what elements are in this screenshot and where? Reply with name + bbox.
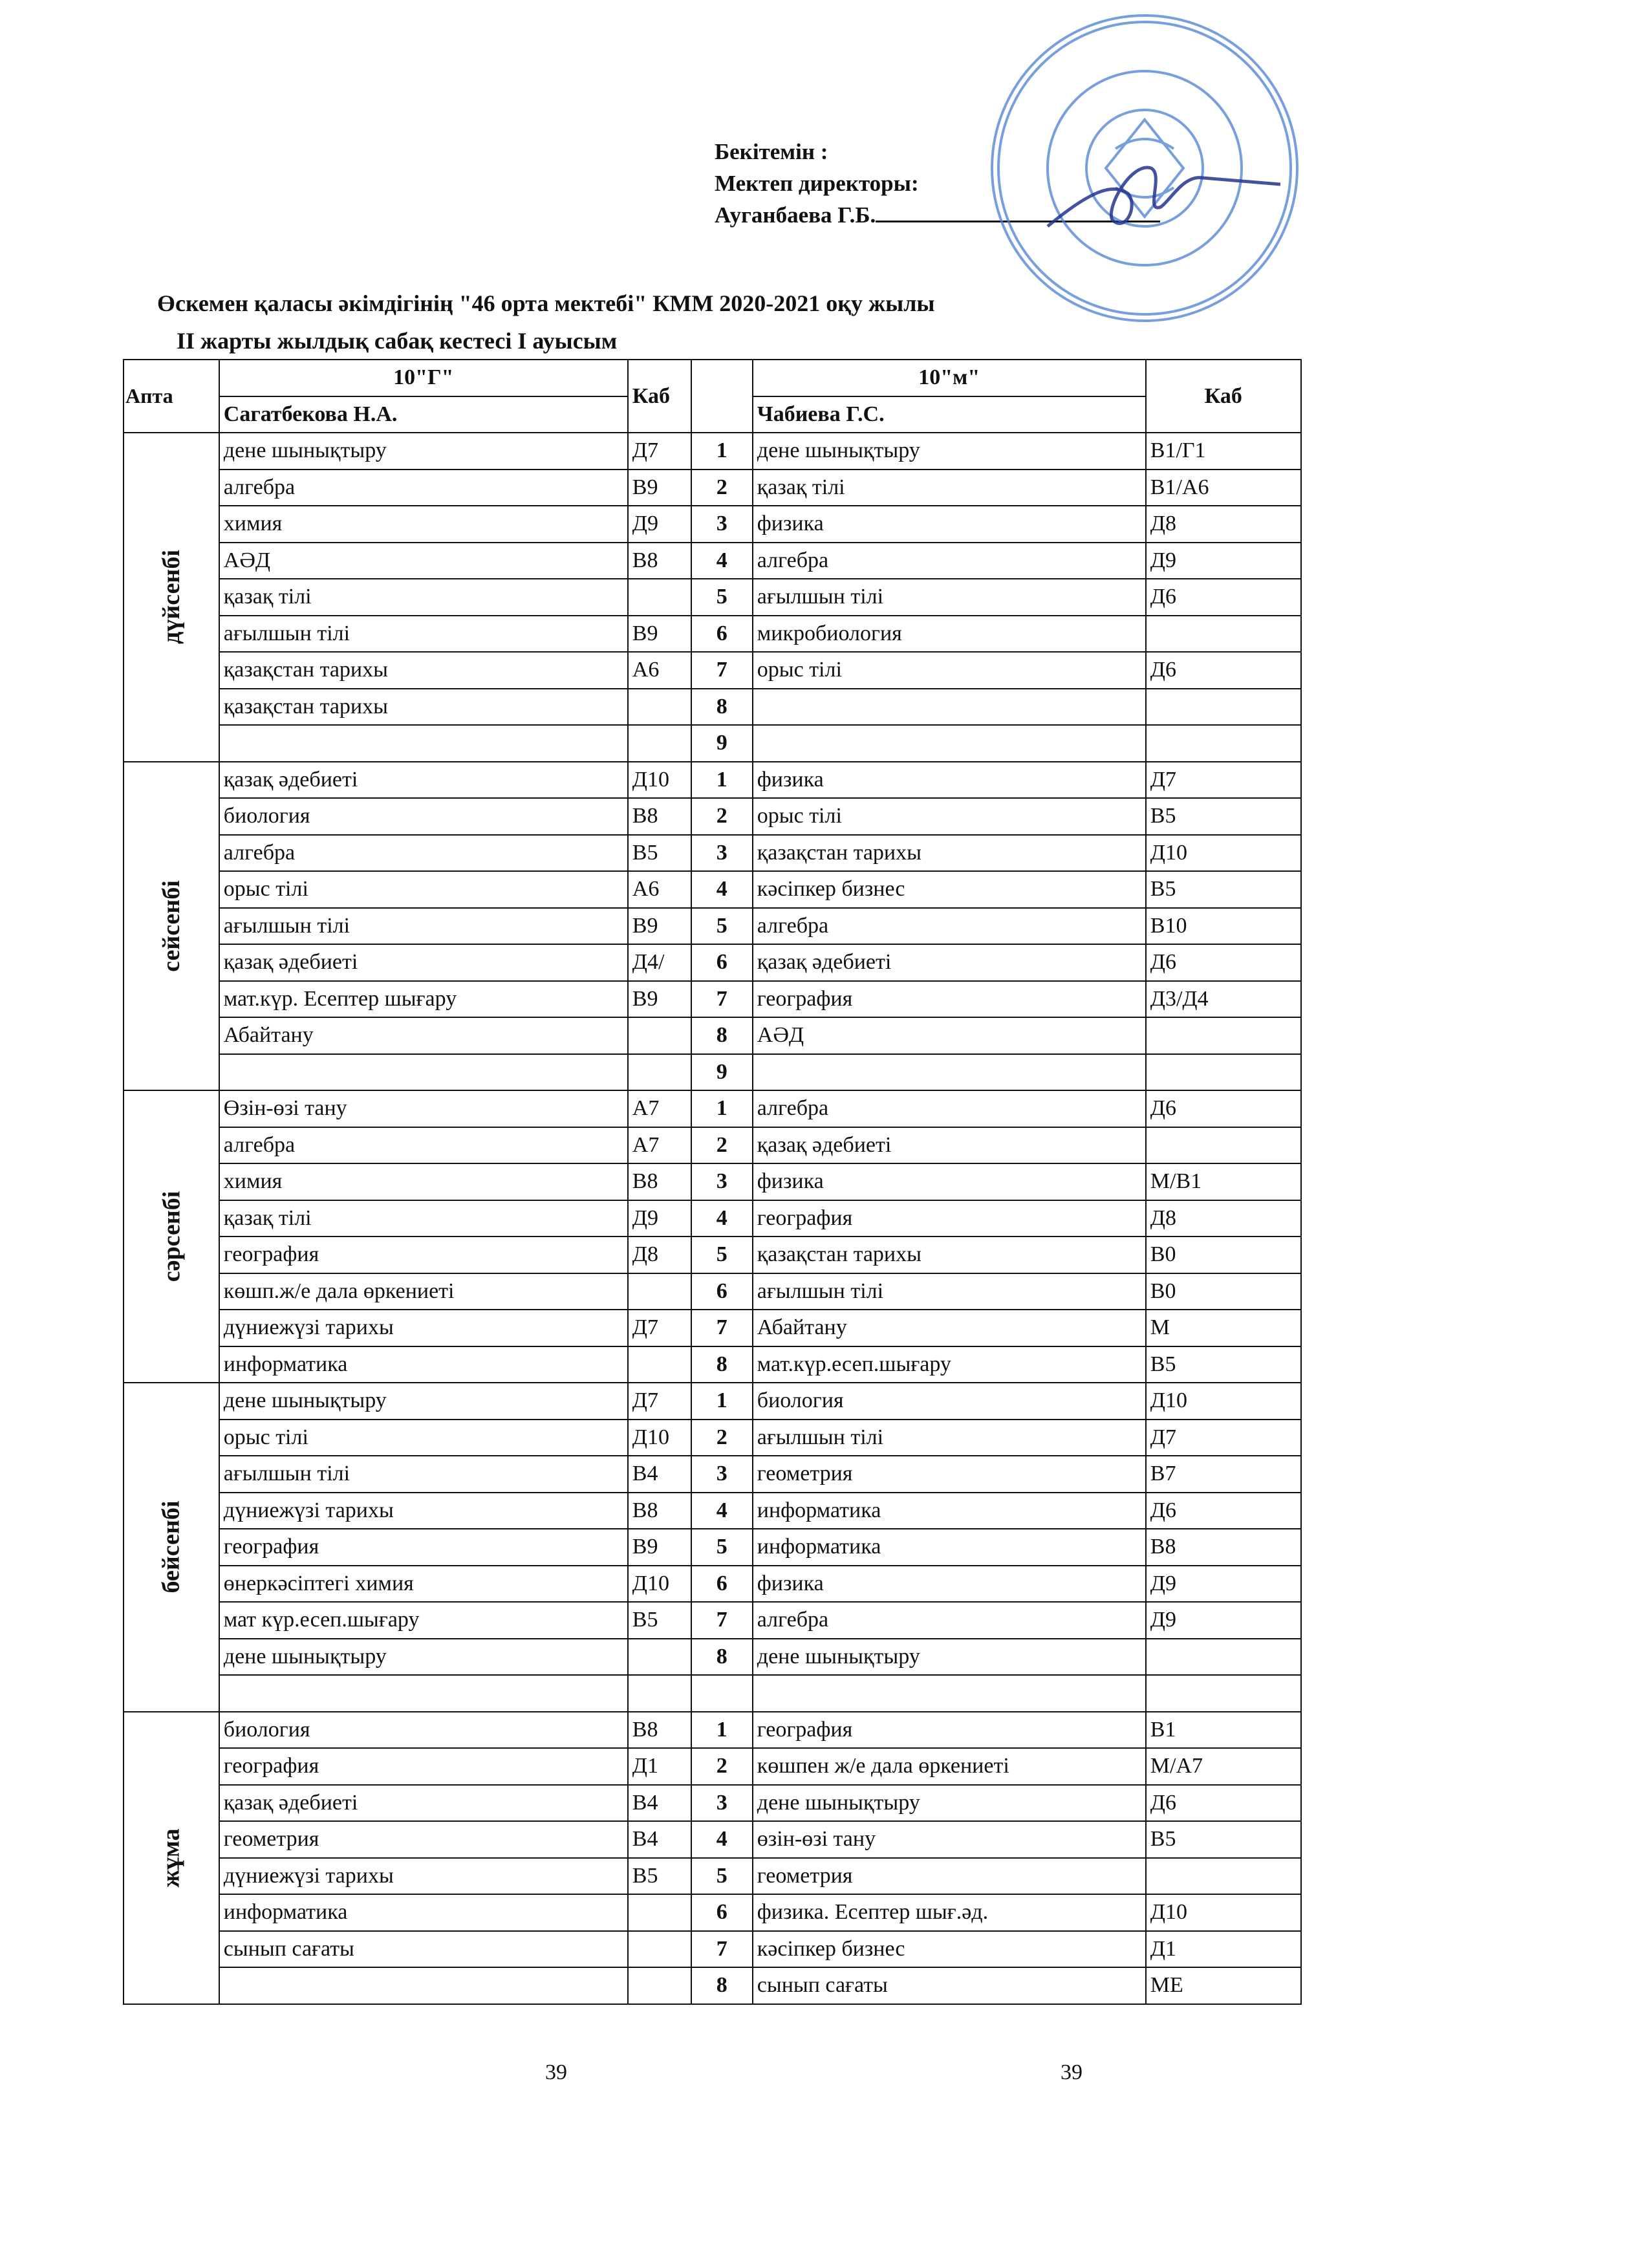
room-class-2: Д9 [1146, 543, 1301, 579]
lesson-number: 8 [691, 689, 753, 726]
day-label [124, 433, 219, 762]
subject-class-2: өзін-өзі тану [753, 1821, 1146, 1858]
subject-class-1: орыс тілі [219, 1420, 628, 1456]
subject-class-1: мат.күр. Есептер шығару [219, 981, 628, 1018]
subject-class-2 [753, 1054, 1146, 1091]
subject-class-1: орыс тілі [219, 871, 628, 908]
subject-class-2: орыс тілі [753, 652, 1146, 689]
subject-class-1 [219, 1054, 628, 1091]
room-class-2 [1146, 616, 1301, 653]
schedule-row [124, 798, 1301, 835]
subject-class-1: қазақ әдебиеті [219, 944, 628, 981]
room-class-2 [1146, 1639, 1301, 1676]
subject-class-2: геометрия [753, 1456, 1146, 1493]
subject-class-1: өнеркәсіптегі химия [219, 1566, 628, 1603]
schedule-row [124, 1785, 1301, 1822]
subject-class-2: биология [753, 1383, 1146, 1420]
subject-class-1: информатика [219, 1346, 628, 1383]
lesson-number: 4 [691, 543, 753, 579]
day-label [124, 1090, 219, 1383]
room-class-1: В4 [628, 1785, 691, 1822]
schedule-title: Өскемен қаласы әкімдігінің "46 орта мектебі" КММ 2020-2021 оқу жылы [157, 290, 935, 316]
room-class-1 [628, 1273, 691, 1310]
schedule-row [124, 1712, 1301, 1749]
lesson-number: 3 [691, 1785, 753, 1822]
teacher-1-header: Сагатбекова Н.А. [219, 396, 628, 433]
schedule-row [124, 1420, 1301, 1456]
lesson-number: 8 [691, 1346, 753, 1383]
schedule-row [124, 652, 1301, 689]
room-class-2: МЕ [1146, 1967, 1301, 2004]
total-hours-class-1: 39 [545, 2060, 567, 2084]
schedule-row [124, 1821, 1301, 1858]
schedule-row [124, 944, 1301, 981]
subject-class-1: дене шынықтыру [219, 433, 628, 470]
lesson-number: 2 [691, 798, 753, 835]
subject-class-1: дене шынықтыру [219, 1383, 628, 1420]
room-class-2: Д10 [1146, 1894, 1301, 1931]
schedule-row [124, 1127, 1301, 1164]
room-class-1: В8 [628, 543, 691, 579]
room-class-2 [1146, 1017, 1301, 1054]
approval-line-2: Мектеп директоры: [715, 171, 919, 196]
room-class-1: А7 [628, 1127, 691, 1164]
schedule-row [124, 1639, 1301, 1676]
room-class-1: В9 [628, 616, 691, 653]
subject-class-1: алгебра [219, 835, 628, 872]
lesson-number: 3 [691, 1456, 753, 1493]
subject-class-2: дене шынықтыру [753, 1639, 1146, 1676]
schedule-row [124, 689, 1301, 726]
subject-class-1: химия [219, 1163, 628, 1200]
schedule-row [124, 1054, 1301, 1091]
subject-class-2: қазақстан тарихы [753, 835, 1146, 872]
school-seal-stamp [976, 0, 1313, 336]
schedule-row [124, 1931, 1301, 1968]
room-class-2: В5 [1146, 798, 1301, 835]
schedule-row [124, 1967, 1301, 2004]
lesson-number: 9 [691, 1054, 753, 1091]
room-class-2: Д9 [1146, 1602, 1301, 1639]
lesson-number: 2 [691, 470, 753, 506]
room-class-2: Д3/Д4 [1146, 981, 1301, 1018]
director-name: Ауганбаева Г.Б. [715, 202, 876, 228]
schedule-row [124, 1675, 1301, 1712]
lesson-number: 1 [691, 1383, 753, 1420]
room-class-2: Д8 [1146, 1200, 1301, 1237]
schedule-row [124, 1493, 1301, 1529]
room-class-1 [628, 725, 691, 762]
subject-class-2: сынып сағаты [753, 1967, 1146, 2004]
day-label [124, 1712, 219, 2004]
room-class-2: Д7 [1146, 762, 1301, 799]
room-class-2: Д7 [1146, 1420, 1301, 1456]
subject-class-1: дене шынықтыру [219, 1639, 628, 1676]
room-class-2: М [1146, 1310, 1301, 1346]
schedule-row [124, 1383, 1301, 1420]
subject-class-2: алгебра [753, 1090, 1146, 1127]
schedule-row [124, 1748, 1301, 1785]
lesson-number: 2 [691, 1748, 753, 1785]
room-class-1: Д8 [628, 1237, 691, 1273]
room-class-1: Д9 [628, 506, 691, 543]
schedule-row [124, 835, 1301, 872]
subject-class-1: биология [219, 798, 628, 835]
room-class-2: М/А7 [1146, 1748, 1301, 1785]
subject-class-2: дене шынықтыру [753, 1785, 1146, 1822]
subject-class-2: кәсіпкер бизнес [753, 1931, 1146, 1968]
schedule-row [124, 1566, 1301, 1603]
schedule-row [124, 725, 1301, 762]
schedule-subtitle: II жарты жылдық сабақ кестесі I ауысым [177, 328, 618, 354]
schedule-row [124, 1456, 1301, 1493]
room-class-2: В7 [1146, 1456, 1301, 1493]
subject-class-1: геометрия [219, 1821, 628, 1858]
subject-class-1: дүниежүзі тарихы [219, 1493, 628, 1529]
room-class-1: Д7 [628, 1383, 691, 1420]
lesson-number: 5 [691, 579, 753, 616]
room-class-1: В4 [628, 1821, 691, 1858]
lesson-number: 6 [691, 1273, 753, 1310]
room-class-2 [1146, 1675, 1301, 1712]
subject-class-1: қазақ әдебиеті [219, 1785, 628, 1822]
subject-class-2: физика. Есептер шығ.әд. [753, 1894, 1146, 1931]
room-class-1: В5 [628, 1602, 691, 1639]
subject-class-1: алгебра [219, 470, 628, 506]
room-class-1: Д7 [628, 433, 691, 470]
subject-class-2: дене шынықтыру [753, 433, 1146, 470]
lesson-number: 8 [691, 1639, 753, 1676]
subject-class-1: Өзін-өзі тану [219, 1090, 628, 1127]
lesson-number: 3 [691, 506, 753, 543]
room-class-1: Д1 [628, 1748, 691, 1785]
room-class-1 [628, 1931, 691, 1968]
room-class-2: Д6 [1146, 652, 1301, 689]
schedule-row [124, 1237, 1301, 1273]
room-class-1: Д7 [628, 1310, 691, 1346]
day-name: бейсенбі [157, 1500, 185, 1593]
room-class-2: В10 [1146, 908, 1301, 945]
room-class-1: В8 [628, 1712, 691, 1749]
subject-class-2: география [753, 981, 1146, 1018]
lesson-number: 6 [691, 616, 753, 653]
subject-class-2: ағылшын тілі [753, 1273, 1146, 1310]
room-class-1: Д9 [628, 1200, 691, 1237]
room-class-2: В5 [1146, 871, 1301, 908]
room-class-2: Д1 [1146, 1931, 1301, 1968]
subject-class-2: АӘД [753, 1017, 1146, 1054]
subject-class-2: информатика [753, 1529, 1146, 1566]
lesson-number: 7 [691, 1602, 753, 1639]
subject-class-1 [219, 1967, 628, 2004]
schedule-row [124, 1858, 1301, 1895]
room-class-1: А6 [628, 652, 691, 689]
room-class-1: В9 [628, 1529, 691, 1566]
room-class-1 [628, 1639, 691, 1676]
lesson-number: 9 [691, 725, 753, 762]
subject-class-2: физика [753, 762, 1146, 799]
lesson-number: 1 [691, 1712, 753, 1749]
room-class-1: А6 [628, 871, 691, 908]
lesson-number: 4 [691, 1493, 753, 1529]
subject-class-2: қазақстан тарихы [753, 1237, 1146, 1273]
room-class-1 [628, 579, 691, 616]
room-class-1: Д10 [628, 762, 691, 799]
day-label [124, 762, 219, 1091]
lesson-number: 5 [691, 908, 753, 945]
subject-class-2: физика [753, 1566, 1146, 1603]
room-class-2: В0 [1146, 1273, 1301, 1310]
room-class-1: В4 [628, 1456, 691, 1493]
room-class-1 [628, 689, 691, 726]
subject-class-2: информатика [753, 1493, 1146, 1529]
day-name: сәрсенбі [157, 1191, 185, 1282]
lesson-number: 5 [691, 1858, 753, 1895]
schedule-row [124, 1894, 1301, 1931]
subject-class-2: қазақ әдебиеті [753, 1127, 1146, 1164]
schedule-row [124, 616, 1301, 653]
lesson-number: 6 [691, 1566, 753, 1603]
subject-class-2: Абайтану [753, 1310, 1146, 1346]
day-name: жұма [157, 1828, 185, 1888]
lesson-number: 7 [691, 1310, 753, 1346]
room-class-1 [628, 1017, 691, 1054]
subject-class-1: қазақстан тарихы [219, 689, 628, 726]
lesson-number: 2 [691, 1127, 753, 1164]
subject-class-2: қазақ әдебиеті [753, 944, 1146, 981]
subject-class-2: ағылшын тілі [753, 1420, 1146, 1456]
week-header: Апта [124, 360, 219, 433]
schedule-row [124, 1602, 1301, 1639]
room-class-2: В1/А6 [1146, 470, 1301, 506]
subject-class-1: АӘД [219, 543, 628, 579]
room-class-2 [1146, 1054, 1301, 1091]
room-class-1: В8 [628, 798, 691, 835]
lesson-number: 3 [691, 835, 753, 872]
approval-line-1: Бекітемін : [715, 139, 828, 164]
room-class-1: В9 [628, 470, 691, 506]
subject-class-2 [753, 1675, 1146, 1712]
teacher-2-header: Чабиева Г.С. [753, 396, 1146, 433]
lesson-number: 4 [691, 871, 753, 908]
subject-class-1: химия [219, 506, 628, 543]
room-class-2: М/В1 [1146, 1163, 1301, 1200]
subject-class-2: география [753, 1200, 1146, 1237]
schedule-row [124, 579, 1301, 616]
lesson-number: 3 [691, 1163, 753, 1200]
lesson-number: 7 [691, 652, 753, 689]
schedule-row [124, 762, 1301, 799]
room-class-1 [628, 1675, 691, 1712]
room-class-1: А7 [628, 1090, 691, 1127]
lesson-number: 1 [691, 433, 753, 470]
subject-class-1: Абайтану [219, 1017, 628, 1054]
subject-class-1 [219, 725, 628, 762]
subject-class-1: география [219, 1237, 628, 1273]
room-class-1 [628, 1054, 691, 1091]
lesson-number: 7 [691, 1931, 753, 1968]
class-1-header: 10"Г" [219, 360, 628, 396]
subject-class-2: география [753, 1712, 1146, 1749]
number-header [691, 360, 753, 433]
lesson-number: 2 [691, 1420, 753, 1456]
subject-class-1: сынып сағаты [219, 1931, 628, 1968]
schedule-row [124, 1163, 1301, 1200]
subject-class-2: физика [753, 506, 1146, 543]
room-class-2: В8 [1146, 1529, 1301, 1566]
subject-class-2: микробиология [753, 616, 1146, 653]
subject-class-1: көшп.ж/е дала өркениеті [219, 1273, 628, 1310]
subject-class-1: қазақстан тарихы [219, 652, 628, 689]
subject-class-1: география [219, 1748, 628, 1785]
subject-class-1: география [219, 1529, 628, 1566]
room-class-2: В5 [1146, 1821, 1301, 1858]
schedule-row [124, 1090, 1301, 1127]
room-class-2 [1146, 689, 1301, 726]
room-class-2: Д9 [1146, 1566, 1301, 1603]
subject-class-2 [753, 725, 1146, 762]
room-class-2 [1146, 1858, 1301, 1895]
day-label [124, 1383, 219, 1712]
subject-class-2: мат.күр.есеп.шығару [753, 1346, 1146, 1383]
subject-class-1 [219, 1675, 628, 1712]
room-class-1: Д10 [628, 1420, 691, 1456]
subject-class-2: геометрия [753, 1858, 1146, 1895]
room-class-2: Д6 [1146, 1785, 1301, 1822]
lesson-number: 8 [691, 1017, 753, 1054]
lesson-number: 1 [691, 762, 753, 799]
subject-class-2: алгебра [753, 1602, 1146, 1639]
subject-class-1: биология [219, 1712, 628, 1749]
schedule-row [124, 1346, 1301, 1383]
schedule-row [124, 1273, 1301, 1310]
subject-class-1: ағылшын тілі [219, 616, 628, 653]
lesson-number: 6 [691, 1894, 753, 1931]
room-class-2: Д10 [1146, 1383, 1301, 1420]
total-hours-class-2: 39 [1061, 2060, 1083, 2084]
subject-class-1: қазақ тілі [219, 579, 628, 616]
room-class-2: Д8 [1146, 506, 1301, 543]
room-class-1: Д4/ [628, 944, 691, 981]
schedule-row [124, 1310, 1301, 1346]
schedule-row [124, 1200, 1301, 1237]
subject-class-1: алгебра [219, 1127, 628, 1164]
room-class-2: В1/Г1 [1146, 433, 1301, 470]
schedule-row [124, 543, 1301, 579]
schedule-row [124, 981, 1301, 1018]
subject-class-1: ағылшын тілі [219, 1456, 628, 1493]
subject-class-2: алгебра [753, 543, 1146, 579]
schedule-row [124, 871, 1301, 908]
room-class-2: В0 [1146, 1237, 1301, 1273]
subject-class-2: ағылшын тілі [753, 579, 1146, 616]
subject-class-2: алгебра [753, 908, 1146, 945]
room-class-2: В5 [1146, 1346, 1301, 1383]
schedule-row [124, 1017, 1301, 1054]
room-class-2 [1146, 1127, 1301, 1164]
room-2-header: Каб [1146, 360, 1301, 433]
lesson-number: 5 [691, 1237, 753, 1273]
subject-class-2: көшпен ж/е дала өркениеті [753, 1748, 1146, 1785]
room-class-2: Д6 [1146, 1090, 1301, 1127]
room-class-1 [628, 1967, 691, 2004]
room-class-2: В1 [1146, 1712, 1301, 1749]
lesson-number: 1 [691, 1090, 753, 1127]
room-class-1: В5 [628, 1858, 691, 1895]
room-class-1: Д10 [628, 1566, 691, 1603]
subject-class-2 [753, 689, 1146, 726]
header-row-classes [124, 360, 1301, 396]
subject-class-2: қазақ тілі [753, 470, 1146, 506]
room-class-1: В9 [628, 908, 691, 945]
subject-class-2: кәсіпкер бизнес [753, 871, 1146, 908]
schedule-row [124, 908, 1301, 945]
room-1-header: Каб [628, 360, 691, 433]
day-name: дүйсенбі [157, 550, 185, 645]
schedule-row [124, 433, 1301, 470]
subject-class-1: мат күр.есеп.шығару [219, 1602, 628, 1639]
room-class-1: В8 [628, 1493, 691, 1529]
schedule-row [124, 1529, 1301, 1566]
room-class-1 [628, 1894, 691, 1931]
lesson-number: 8 [691, 1967, 753, 2004]
room-class-1: В5 [628, 835, 691, 872]
lesson-number [691, 1675, 753, 1712]
subject-class-2: орыс тілі [753, 798, 1146, 835]
lesson-number: 5 [691, 1529, 753, 1566]
subject-class-1: дүниежүзі тарихы [219, 1310, 628, 1346]
room-class-2: Д6 [1146, 579, 1301, 616]
subject-class-1: информатика [219, 1894, 628, 1931]
schedule-row [124, 470, 1301, 506]
schedule-row [124, 506, 1301, 543]
lesson-number: 6 [691, 944, 753, 981]
room-class-2: Д10 [1146, 835, 1301, 872]
class-2-header: 10"м" [753, 360, 1146, 396]
lesson-number: 4 [691, 1200, 753, 1237]
lesson-number: 4 [691, 1821, 753, 1858]
room-class-1: В8 [628, 1163, 691, 1200]
day-name: сейсенбі [157, 880, 185, 972]
lesson-number: 7 [691, 981, 753, 1018]
subject-class-1: дүниежүзі тарихы [219, 1858, 628, 1895]
subject-class-1: қазақ әдебиеті [219, 762, 628, 799]
room-class-2 [1146, 725, 1301, 762]
subject-class-2: физика [753, 1163, 1146, 1200]
room-class-2: Д6 [1146, 944, 1301, 981]
subject-class-1: қазақ тілі [219, 1200, 628, 1237]
schedule-table [123, 359, 1302, 2005]
room-class-2: Д6 [1146, 1493, 1301, 1529]
subject-class-1: ағылшын тілі [219, 908, 628, 945]
room-class-1: В9 [628, 981, 691, 1018]
room-class-1 [628, 1346, 691, 1383]
